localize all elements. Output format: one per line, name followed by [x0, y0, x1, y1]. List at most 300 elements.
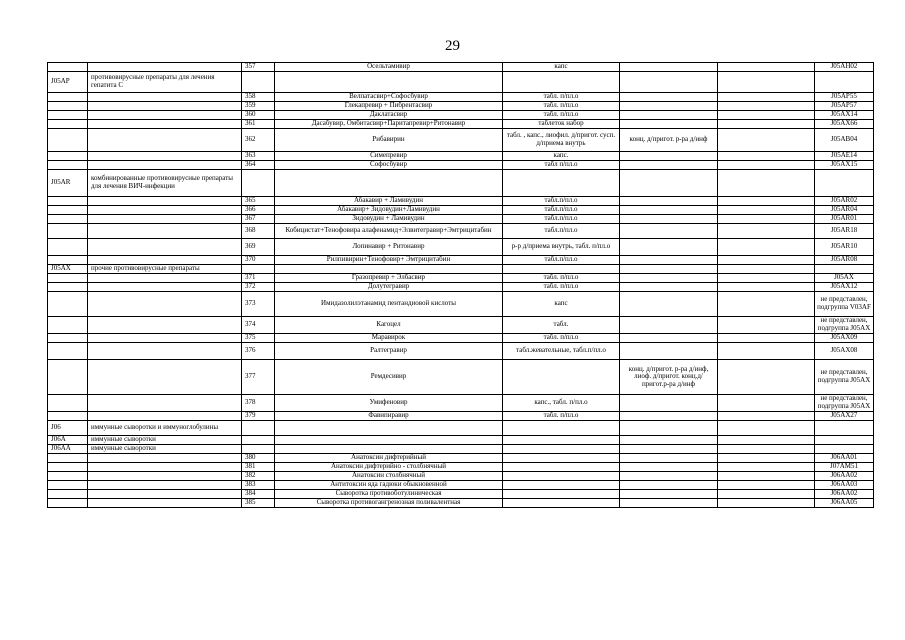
- row-code: [48, 197, 88, 206]
- row-drug-name: Сыворотка противоботулиническая: [275, 490, 503, 499]
- row-dosage-form-injection: [620, 481, 718, 490]
- row-number: 374: [242, 317, 275, 334]
- row-empty-cell: [718, 129, 815, 152]
- row-empty-cell: [718, 63, 815, 72]
- row-atc-code: [815, 72, 874, 93]
- row-group: [88, 215, 242, 224]
- row-dosage-form: [503, 436, 620, 445]
- row-code: [48, 224, 88, 239]
- row-number: 361: [242, 120, 275, 129]
- row-dosage-form-injection: [620, 334, 718, 343]
- row-number: [242, 445, 275, 454]
- row-code: [48, 63, 88, 72]
- row-drug-name: Ремдесивир: [275, 360, 503, 395]
- row-empty-cell: [718, 239, 815, 256]
- row-dosage-form-injection: [620, 161, 718, 170]
- row-group: [88, 334, 242, 343]
- table-row: [48, 120, 874, 129]
- row-dosage-form: [503, 445, 620, 454]
- table-row: [48, 292, 874, 317]
- row-drug-name: Софосбувир: [275, 161, 503, 170]
- row-dosage-form: [503, 72, 620, 93]
- table-row: [48, 129, 874, 152]
- row-number: [242, 265, 275, 274]
- row-drug-name: Абакавир + Ламивудин: [275, 197, 503, 206]
- row-dosage-form: табл.п/пл.о: [503, 256, 620, 265]
- row-group: [88, 490, 242, 499]
- row-atc-code: J05AX66: [815, 120, 874, 129]
- table-row: [48, 102, 874, 111]
- row-code: [48, 129, 88, 152]
- row-code: J06AA: [48, 445, 88, 454]
- row-code: [48, 161, 88, 170]
- row-empty-cell: [718, 197, 815, 206]
- row-dosage-form-injection: [620, 463, 718, 472]
- row-atc-code: [815, 421, 874, 436]
- row-empty-cell: [718, 102, 815, 111]
- row-code: [48, 206, 88, 215]
- row-dosage-form: [503, 499, 620, 508]
- row-drug-name: [275, 436, 503, 445]
- row-atc-code: J05AB04: [815, 129, 874, 152]
- table-row: [48, 490, 874, 499]
- row-number: 385: [242, 499, 275, 508]
- row-dosage-form: капс., табл. п/пл.о: [503, 395, 620, 412]
- table-row: [48, 197, 874, 206]
- row-group: иммунные сыворотки: [88, 436, 242, 445]
- table-row: [48, 224, 874, 239]
- row-group: [88, 481, 242, 490]
- row-drug-name: Лопинавир + Ритонавир: [275, 239, 503, 256]
- row-group: [88, 239, 242, 256]
- row-drug-name: Рибавирин: [275, 129, 503, 152]
- row-group: [88, 224, 242, 239]
- row-drug-name: Маравирок: [275, 334, 503, 343]
- row-dosage-form-injection: [620, 317, 718, 334]
- row-empty-cell: [718, 256, 815, 265]
- row-code: [48, 395, 88, 412]
- row-atc-code: [815, 170, 874, 197]
- row-atc-code: J06AA03: [815, 481, 874, 490]
- row-atc-code: J05AR01: [815, 215, 874, 224]
- row-dosage-form: табл. п/пл.о: [503, 93, 620, 102]
- table-row: [48, 283, 874, 292]
- row-group: [88, 197, 242, 206]
- row-dosage-form-injection: [620, 421, 718, 436]
- row-number: 367: [242, 215, 275, 224]
- row-dosage-form-injection: [620, 395, 718, 412]
- row-drug-name: Даклатасвир: [275, 111, 503, 120]
- row-empty-cell: [718, 93, 815, 102]
- row-group: [88, 152, 242, 161]
- row-code: [48, 343, 88, 360]
- row-drug-name: Абакавир+ Зидовудин+Ламивудин: [275, 206, 503, 215]
- row-number: 366: [242, 206, 275, 215]
- row-empty-cell: [718, 274, 815, 283]
- row-dosage-form: [503, 421, 620, 436]
- row-drug-name: Фавипиравир: [275, 412, 503, 421]
- row-dosage-form-injection: [620, 445, 718, 454]
- row-code: [48, 454, 88, 463]
- row-dosage-form-injection: [620, 292, 718, 317]
- row-dosage-form-injection: [620, 197, 718, 206]
- row-code: [48, 463, 88, 472]
- table-row: [48, 317, 874, 334]
- row-drug-name: Симепревир: [275, 152, 503, 161]
- row-atc-code: J05AP57: [815, 102, 874, 111]
- row-empty-cell: [718, 283, 815, 292]
- row-dosage-form: р-р д/приема внутрь, табл. п/пл.о: [503, 239, 620, 256]
- table-row: [48, 334, 874, 343]
- row-number: 359: [242, 102, 275, 111]
- row-drug-name: [275, 421, 503, 436]
- row-atc-code: J06AA02: [815, 490, 874, 499]
- row-atc-code: J05AR10: [815, 239, 874, 256]
- row-drug-name: Осельтамивир: [275, 63, 503, 72]
- row-drug-name: Сыворотка противогангренозная поливалентная: [275, 499, 503, 508]
- row-empty-cell: [718, 72, 815, 93]
- row-group: [88, 463, 242, 472]
- row-empty-cell: [718, 454, 815, 463]
- row-drug-name: Велпатасвир+Софосбувир: [275, 93, 503, 102]
- row-empty-cell: [718, 206, 815, 215]
- row-group: [88, 111, 242, 120]
- row-atc-code: J06AA05: [815, 499, 874, 508]
- row-drug-name: [275, 445, 503, 454]
- row-dosage-form: табл. п/пл.о: [503, 334, 620, 343]
- row-number: 362: [242, 129, 275, 152]
- row-atc-code: J06AA02: [815, 472, 874, 481]
- row-drug-name: Долутегравир: [275, 283, 503, 292]
- row-code: J05AR: [48, 170, 88, 197]
- table-row: [48, 239, 874, 256]
- row-code: [48, 283, 88, 292]
- row-group: [88, 161, 242, 170]
- row-empty-cell: [718, 490, 815, 499]
- row-empty-cell: [718, 499, 815, 508]
- row-code: J05AX: [48, 265, 88, 274]
- row-code: [48, 215, 88, 224]
- row-code: [48, 93, 88, 102]
- row-number: 377: [242, 360, 275, 395]
- row-empty-cell: [718, 111, 815, 120]
- row-code: [48, 152, 88, 161]
- row-code: [48, 499, 88, 508]
- row-atc-code: J05AX08: [815, 343, 874, 360]
- row-code: [48, 490, 88, 499]
- row-empty-cell: [718, 343, 815, 360]
- row-dosage-form: [503, 265, 620, 274]
- row-drug-name: Рилпивирин+Тенофовир+ Эмтрицитабин: [275, 256, 503, 265]
- row-drug-name: Ралтегравир: [275, 343, 503, 360]
- row-empty-cell: [718, 334, 815, 343]
- row-group: [88, 454, 242, 463]
- row-number: 363: [242, 152, 275, 161]
- row-drug-name: Анатоксин дифтерийный: [275, 454, 503, 463]
- row-code: J06A: [48, 436, 88, 445]
- row-atc-code: [815, 265, 874, 274]
- row-drug-name: Дасабувир, Омбитасвир+Паритапревир+Ритонавир: [275, 120, 503, 129]
- table-row: [48, 343, 874, 360]
- row-dosage-form-injection: [620, 224, 718, 239]
- row-group: противовирусные препараты для лечения гепатита С: [88, 72, 242, 93]
- row-atc-code: [815, 445, 874, 454]
- row-dosage-form-injection: [620, 274, 718, 283]
- row-empty-cell: [718, 436, 815, 445]
- row-dosage-form: капс: [503, 292, 620, 317]
- row-code: [48, 481, 88, 490]
- row-number: 376: [242, 343, 275, 360]
- row-dosage-form: табл.жевательные, табл.п/пл.о: [503, 343, 620, 360]
- table-row: [48, 170, 874, 197]
- row-dosage-form-injection: [620, 215, 718, 224]
- row-group: [88, 412, 242, 421]
- row-group: [88, 343, 242, 360]
- row-code: [48, 334, 88, 343]
- row-code: J06: [48, 421, 88, 436]
- row-dosage-form: табл. , капс., лиофил. д/пригот. сусп. д/приема внутрь: [503, 129, 620, 152]
- table-row: [48, 265, 874, 274]
- table-row: [48, 256, 874, 265]
- row-dosage-form: [503, 490, 620, 499]
- table-body: [48, 63, 874, 508]
- row-number: 383: [242, 481, 275, 490]
- row-number: 382: [242, 472, 275, 481]
- row-dosage-form-injection: [620, 454, 718, 463]
- table-row: [48, 215, 874, 224]
- row-dosage-form-injection: [620, 256, 718, 265]
- row-code: J05AP: [48, 72, 88, 93]
- row-dosage-form: [503, 170, 620, 197]
- page-number: 29: [445, 38, 460, 54]
- table-row: [48, 161, 874, 170]
- row-atc-code: не представлен, подгруппа V03AF: [815, 292, 874, 317]
- row-dosage-form: табл.п/пл.о: [503, 206, 620, 215]
- row-empty-cell: [718, 292, 815, 317]
- row-dosage-form: [503, 360, 620, 395]
- row-dosage-form-injection: [620, 472, 718, 481]
- row-drug-name: Глекапревир + Пибрентасвир: [275, 102, 503, 111]
- row-code: [48, 102, 88, 111]
- row-group: [88, 283, 242, 292]
- row-empty-cell: [718, 317, 815, 334]
- row-code: [48, 274, 88, 283]
- row-empty-cell: [718, 445, 815, 454]
- row-dosage-form: [503, 481, 620, 490]
- table-row: [48, 152, 874, 161]
- row-empty-cell: [718, 421, 815, 436]
- row-drug-name: Гразопревир + Элбасвир: [275, 274, 503, 283]
- row-dosage-form-injection: [620, 206, 718, 215]
- table-row: [48, 395, 874, 412]
- row-group: [88, 206, 242, 215]
- row-dosage-form-injection: [620, 490, 718, 499]
- row-group: [88, 102, 242, 111]
- row-number: 360: [242, 111, 275, 120]
- row-atc-code: J05AR04: [815, 206, 874, 215]
- row-group: [88, 395, 242, 412]
- table-row: [48, 360, 874, 395]
- row-atc-code: J07AM51: [815, 463, 874, 472]
- row-number: [242, 170, 275, 197]
- table-row: [48, 499, 874, 508]
- row-empty-cell: [718, 412, 815, 421]
- table-row: [48, 463, 874, 472]
- row-empty-cell: [718, 120, 815, 129]
- row-dosage-form-injection: [620, 152, 718, 161]
- table-row: [48, 445, 874, 454]
- row-atc-code: J05AH02: [815, 63, 874, 72]
- row-group: [88, 360, 242, 395]
- table-row: [48, 454, 874, 463]
- row-number: 368: [242, 224, 275, 239]
- row-dosage-form: табл. п/пл.о: [503, 111, 620, 120]
- row-number: 373: [242, 292, 275, 317]
- row-atc-code: J06AA01: [815, 454, 874, 463]
- row-code: [48, 472, 88, 481]
- row-dosage-form-injection: [620, 102, 718, 111]
- row-group: иммунные сыворотки и иммуноглобулины: [88, 421, 242, 436]
- row-dosage-form: табл.: [503, 317, 620, 334]
- row-number: [242, 421, 275, 436]
- row-atc-code: J05AR08: [815, 256, 874, 265]
- row-dosage-form-injection: [620, 111, 718, 120]
- row-atc-code: J05AR02: [815, 197, 874, 206]
- row-dosage-form-injection: [620, 63, 718, 72]
- row-dosage-form: табл п/пл.о: [503, 161, 620, 170]
- row-dosage-form: таблеток набор: [503, 120, 620, 129]
- row-dosage-form: табл.п/пл.о: [503, 215, 620, 224]
- row-atc-code: не представлен, подгруппа J05AX: [815, 395, 874, 412]
- row-code: [48, 360, 88, 395]
- row-group: [88, 472, 242, 481]
- row-code: [48, 292, 88, 317]
- row-empty-cell: [718, 395, 815, 412]
- row-dosage-form: табл. п/пл.о: [503, 283, 620, 292]
- row-number: 370: [242, 256, 275, 265]
- row-empty-cell: [718, 224, 815, 239]
- row-dosage-form-injection: [620, 170, 718, 197]
- row-group: [88, 63, 242, 72]
- row-empty-cell: [718, 472, 815, 481]
- row-empty-cell: [718, 161, 815, 170]
- table-row: [48, 472, 874, 481]
- row-group: [88, 256, 242, 265]
- row-drug-name: Имидазолилэтанамид пентандиовой кислоты: [275, 292, 503, 317]
- row-dosage-form: капс: [503, 63, 620, 72]
- row-dosage-form-injection: [620, 283, 718, 292]
- row-dosage-form: табл.п/пл.о: [503, 224, 620, 239]
- table-row: [48, 412, 874, 421]
- row-drug-name: Анатоксин дифтерийно - столбнячный: [275, 463, 503, 472]
- table-row: [48, 72, 874, 93]
- row-group: [88, 274, 242, 283]
- row-group: [88, 120, 242, 129]
- row-group: прочие противовирусные препараты: [88, 265, 242, 274]
- row-dosage-form: [503, 463, 620, 472]
- row-atc-code: J05AE14: [815, 152, 874, 161]
- row-number: 369: [242, 239, 275, 256]
- row-number: 378: [242, 395, 275, 412]
- row-group: [88, 292, 242, 317]
- table-row: [48, 111, 874, 120]
- row-dosage-form: [503, 454, 620, 463]
- row-atc-code: J05AX: [815, 274, 874, 283]
- row-dosage-form-injection: [620, 412, 718, 421]
- row-dosage-form-injection: [620, 499, 718, 508]
- drug-list-table: [47, 62, 874, 508]
- row-number: 372: [242, 283, 275, 292]
- row-drug-name: [275, 72, 503, 93]
- row-dosage-form: табл.п/пл.о: [503, 197, 620, 206]
- row-drug-name: [275, 265, 503, 274]
- table-row: [48, 481, 874, 490]
- row-dosage-form-injection: [620, 239, 718, 256]
- row-code: [48, 120, 88, 129]
- row-drug-name: Анатоксин столбнячный: [275, 472, 503, 481]
- row-code: [48, 111, 88, 120]
- row-number: 381: [242, 463, 275, 472]
- row-code: [48, 317, 88, 334]
- row-code: [48, 256, 88, 265]
- row-code: [48, 412, 88, 421]
- row-atc-code: не представлен, подгруппа J05AX: [815, 360, 874, 395]
- row-atc-code: не представлен, подгруппа J05AX: [815, 317, 874, 334]
- row-number: 365: [242, 197, 275, 206]
- row-number: 379: [242, 412, 275, 421]
- row-atc-code: J05AX27: [815, 412, 874, 421]
- row-group: [88, 129, 242, 152]
- row-number: 384: [242, 490, 275, 499]
- row-atc-code: J05AX09: [815, 334, 874, 343]
- row-number: 357: [242, 63, 275, 72]
- row-group: иммунные сыворотки: [88, 445, 242, 454]
- row-empty-cell: [718, 215, 815, 224]
- row-dosage-form: табл. п/пл.о: [503, 412, 620, 421]
- row-atc-code: [815, 436, 874, 445]
- row-empty-cell: [718, 265, 815, 274]
- row-group: комбинированные противовирусные препараты для лечения ВИЧ-инфекции: [88, 170, 242, 197]
- row-drug-name: Умифеновир: [275, 395, 503, 412]
- row-dosage-form-injection: [620, 93, 718, 102]
- row-atc-code: J05AX14: [815, 111, 874, 120]
- row-empty-cell: [718, 170, 815, 197]
- row-dosage-form: табл. п/пл.о: [503, 102, 620, 111]
- row-atc-code: J05AR18: [815, 224, 874, 239]
- row-empty-cell: [718, 463, 815, 472]
- row-atc-code: J05AP55: [815, 93, 874, 102]
- table-row: [48, 206, 874, 215]
- row-dosage-form-injection: [620, 436, 718, 445]
- row-dosage-form-injection: [620, 265, 718, 274]
- row-group: [88, 317, 242, 334]
- row-dosage-form-injection: [620, 120, 718, 129]
- row-group: [88, 499, 242, 508]
- row-number: [242, 72, 275, 93]
- table-row: [48, 63, 874, 72]
- row-number: 371: [242, 274, 275, 283]
- row-dosage-form-injection: [620, 343, 718, 360]
- row-empty-cell: [718, 360, 815, 395]
- row-number: 364: [242, 161, 275, 170]
- row-code: [48, 239, 88, 256]
- row-dosage-form: капс.: [503, 152, 620, 161]
- row-atc-code: J05AX12: [815, 283, 874, 292]
- row-group: [88, 93, 242, 102]
- table-row: [48, 436, 874, 445]
- row-number: 380: [242, 454, 275, 463]
- row-dosage-form-injection: конц. д/пригот. р-ра д/инф, лиоф. д/пригот. конц.д/пригот.р-ра д/инф: [620, 360, 718, 395]
